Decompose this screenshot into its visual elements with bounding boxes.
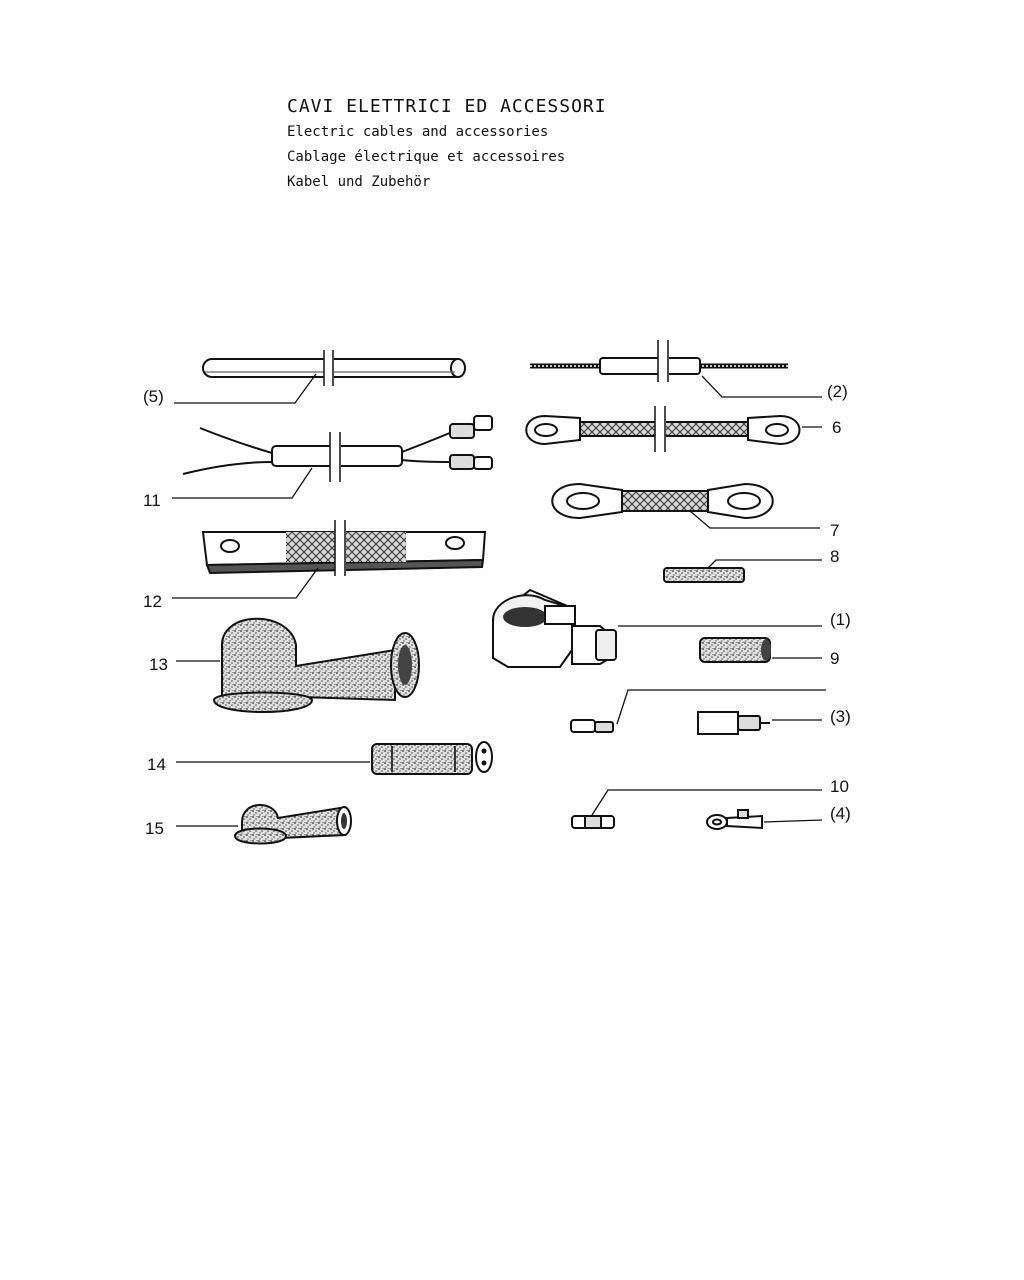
part-13-elbow-boot [176,619,419,712]
title-english: Electric cables and accessories [287,124,549,140]
part-4-ring-terminal [707,810,822,829]
title-german: Kabel und Zubehör [287,174,431,190]
label-15: 15 [145,819,164,838]
label-8: 8 [830,547,840,566]
part-14-double-sleeve [176,742,492,774]
label-3: (3) [830,707,851,726]
title-italian: CAVI ELETTRICI ED ACCESSORI [287,96,607,117]
part-9-tube [700,638,822,662]
part-1-battery-clamp [493,590,822,667]
label-14: 14 [147,755,166,774]
title-french: Cablage électrique et accessoires [287,149,566,165]
part-8-sleeve [664,560,822,582]
part-6-ground-strap [526,406,822,452]
label-2: (2) [827,382,848,401]
part-2-sleeved-cable [530,340,822,397]
part-5-cable [174,350,465,403]
label-6: 6 [832,418,842,437]
label-7: 7 [830,521,840,540]
label-10: 10 [830,777,849,796]
label-1: (1) [830,610,851,629]
part-3-connectors [571,690,826,734]
label-4: (4) [830,804,851,823]
label-13: 13 [149,655,168,674]
label-12: 12 [143,592,162,611]
label-5: (5) [143,387,164,406]
part-7-short-strap [552,484,820,528]
part-10-terminal [572,790,822,828]
part-15-small-boot [176,805,351,844]
label-11: 11 [143,491,161,510]
part-11-harness [172,416,492,498]
label-9: 9 [830,649,840,668]
part-12-flat-strap [172,520,485,598]
